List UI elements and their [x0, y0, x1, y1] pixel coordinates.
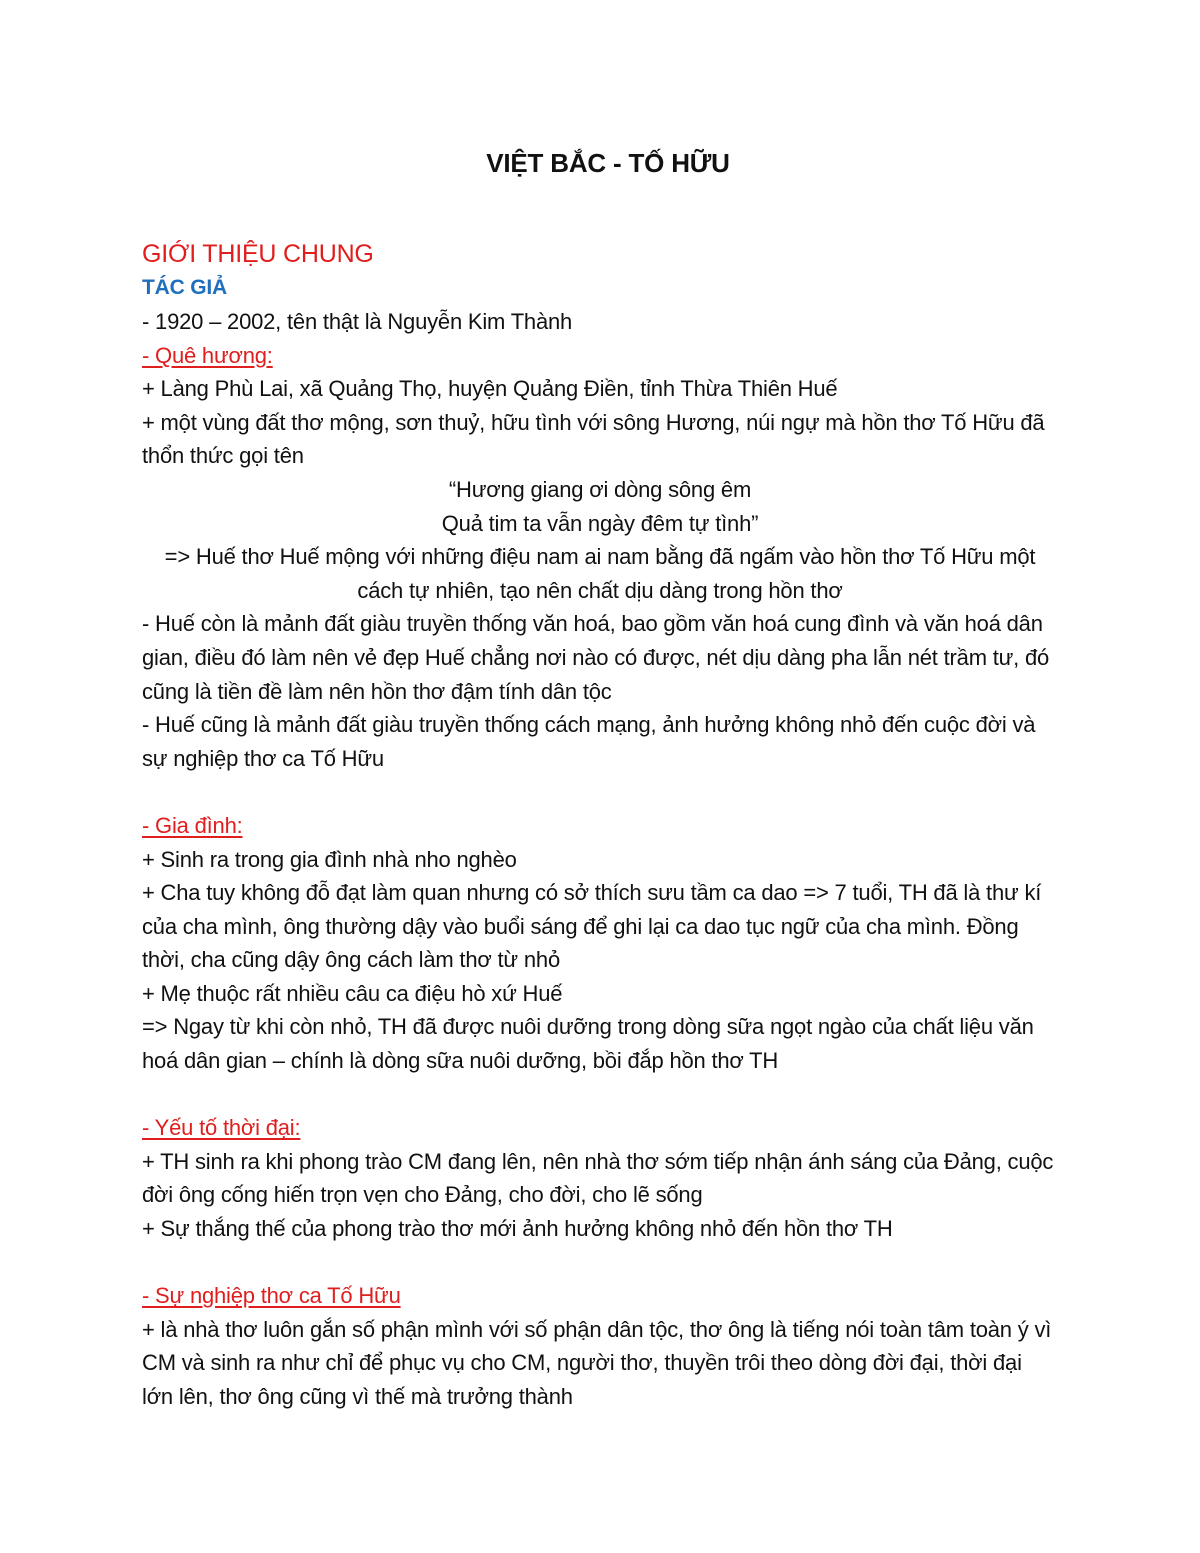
- intro-heading: GIỚI THIỆU CHUNG: [142, 240, 374, 268]
- spacer: [142, 775, 1058, 809]
- section-label-yeu-to-thoi-dai: - Yếu tố thời đại:: [142, 1115, 301, 1141]
- bio-line: - 1920 – 2002, tên thật là Nguyễn Kim Thành: [142, 309, 573, 334]
- paragraph: - Huế còn là mảnh đất giàu truyền thống văn hoá, bao gồm văn hoá cung đình và văn hoá dân gian, điều đó làm nên vẻ đẹp Huế chẳng nơi nào có được, nét dịu dàng pha lẫn nét trầm tư, đó cũng là tiền đề làm nên hồn thơ đậm tính dân tộc: [142, 611, 1050, 704]
- section-label-gia-dinh: - Gia đình:: [142, 812, 243, 838]
- paragraph: + Sinh ra trong gia đình nhà nho nghèo: [142, 846, 517, 872]
- section-label-que-huong: - Quê hương:: [142, 342, 273, 368]
- conclusion-paragraph: => Huế thơ Huế mộng với những điệu nam ai nam bằng đã ngấm vào hồn thơ Tố Hữu một cách tự nhiên, tạo nên chất dịu dàng trong hồn thơ: [164, 544, 1036, 603]
- section-label-su-nghiep: - Sự nghiệp thơ ca Tố Hữu: [142, 1283, 401, 1309]
- paragraph: + là nhà thơ luôn gắn số phận mình với số phận dân tộc, thơ ông là tiếng nói toàn tâm toàn ý vì CM và sinh ra như chỉ để phục vụ cho CM, người thơ, thuyền trôi theo dòng đời đại, thời đại lớn lên, thơ ông cũng vì thế mà trưởng thành: [142, 1316, 1052, 1409]
- paragraph: + Sự thắng thế của phong trào thơ mới ảnh hưởng không nhỏ đến hồn thơ TH: [142, 1216, 893, 1242]
- paragraph: + Mẹ thuộc rất nhiều câu ca điệu hò xứ Huế: [142, 980, 563, 1006]
- paragraph: => Ngay từ khi còn nhỏ, TH đã được nuôi dưỡng trong dòng sữa ngọt ngào của chất liệu văn hoá dân gian – chính là dòng sữa nuôi dưỡng, bồi đắp hồn thơ TH: [142, 1014, 1034, 1074]
- paragraph: - Huế cũng là mảnh đất giàu truyền thống cách mạng, ảnh hưởng không nhỏ đến cuộc đời và sự nghiệp thơ ca Tố Hữu: [142, 712, 1036, 771]
- paragraph: + một vùng đất thơ mộng, sơn thuỷ, hữu tình với sông Hương, núi ngự mà hồn thơ Tố Hữu đã thổn thức gọi tên: [142, 409, 1045, 469]
- paragraph: + Làng Phù Lai, xã Quảng Thọ, huyện Quảng Điền, tỉnh Thừa Thiên Huế: [142, 376, 838, 402]
- document-title: VIỆT BẮC - TỐ HỮU: [486, 148, 730, 178]
- poem-quote-line: “Hương giang ơi dòng sông êm: [448, 476, 752, 502]
- paragraph: + TH sinh ra khi phong trào CM đang lên, nên nhà thơ sớm tiếp nhận ánh sáng của Đảng, cuộc đời ông cống hiến trọn vẹn cho Đảng, cho đời, cho lẽ sống: [142, 1148, 1054, 1208]
- poem-quote-line: Quả tim ta vẫn ngày đêm tự tình”: [441, 510, 759, 536]
- spacer: [142, 1246, 1058, 1280]
- spacer: [142, 1078, 1058, 1112]
- author-heading: TÁC GIẢ: [142, 276, 227, 299]
- document-body: [142, 143, 1058, 1414]
- paragraph: + Cha tuy không đỗ đạt làm quan nhưng có sở thích sưu tầm ca dao => 7 tuổi, TH đã là thư kí của cha mình, ông thường dậy vào buổi sáng để ghi lại ca dao tục ngữ của cha mình. Đồng thời, cha cũng dậy ông cách làm thơ từ nhỏ: [142, 880, 1042, 973]
